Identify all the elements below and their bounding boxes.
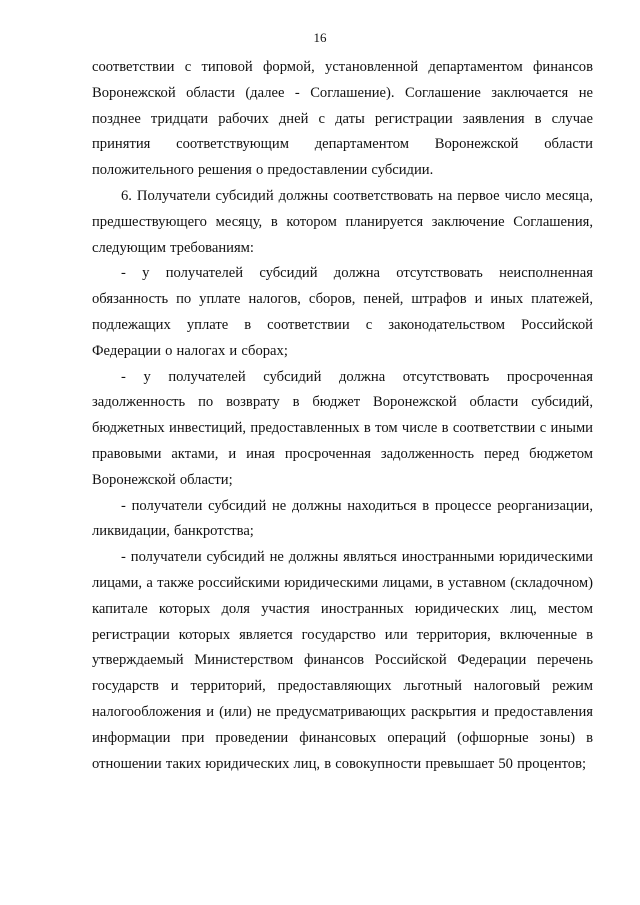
requirement-foreign-entities: - получатели субсидий не должны являться иностранными юридическими лицами, а также российскими юридическими лицами, в уставном (складочном) капитале которых доля участия иностранных юридических лиц, местом регистрации которых является государство или территория, включенные в утверждаемый Министерством финансов Российской Федерации перечень государств и территорий, предоставляющих льготный налоговый режим налогообложения и (или) не предусматривающих раскрытия и предоставления информации при проведении финансовых операций (офшорные зоны) в отношении таких юридических лиц, в совокупности превышает 50 процентов; <box>92 549 593 772</box>
requirement-budget-debt: - у получателей субсидий должна отсутствовать просроченная задолженность по возврату в бюджет Воронежской области субсидий, бюджетных инвестиций, предоставленных в том числе в соответствии с иными правовыми актами, и иная просроченная задолженность перед бюджетом Воронежской области; <box>92 368 593 488</box>
paragraph-item-6: 6. Получатели субсидий должны соответствовать на первое число месяца, предшествующего месяцу, в котором планируется заключение Соглашения, следующим требованиям: <box>92 187 593 256</box>
requirement-reorganization: - получатели субсидий не должны находиться в процессе реорганизации, ликвидации, банкротства; <box>92 497 593 540</box>
requirement-tax-debt: - у получателей субсидий должна отсутствовать неисполненная обязанность по уплате налогов, сборов, пеней, штрафов и иных платежей, подлежащих уплате в соответствии с законодательством Российской Федерации о налогах и сборах; <box>92 265 593 359</box>
paragraph-continuation: соответствии с типовой формой, установленной департаментом финансов Воронежской области (далее - Соглашение). Соглашение заключается не позднее тридцати рабочих дней с даты регистрации заявления в случае принятия соответствующим департаментом Воронежской области положительного решения о предоставлении субсидии. <box>92 59 593 179</box>
page-number: 16 <box>313 30 327 45</box>
document-body <box>92 55 593 777</box>
